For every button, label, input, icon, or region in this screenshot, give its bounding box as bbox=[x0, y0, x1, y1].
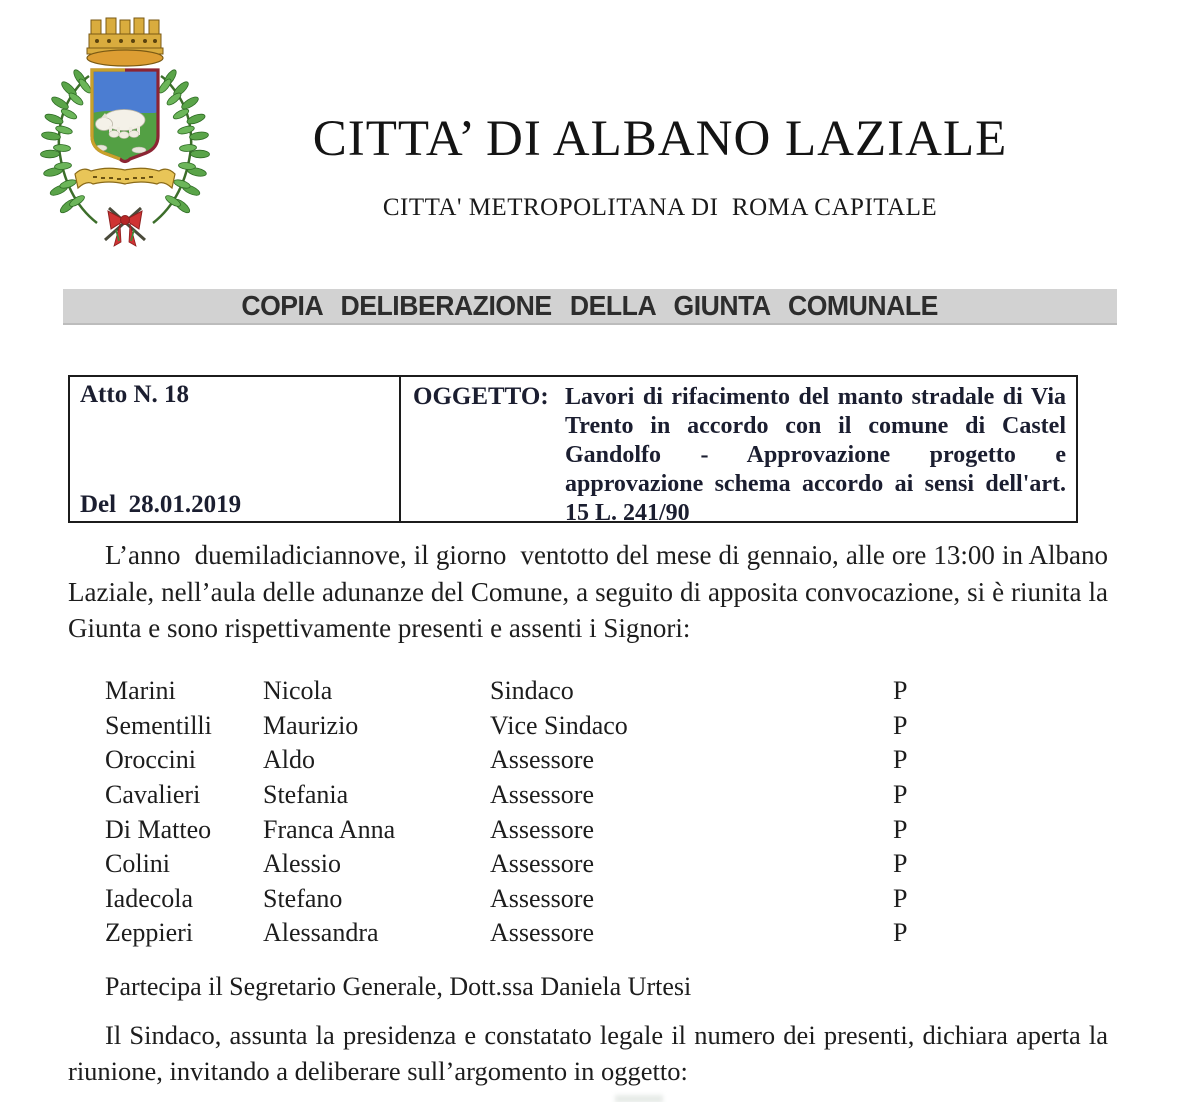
attendee-surname: Di Matteo bbox=[105, 814, 212, 844]
cutoff-text-smudge bbox=[615, 1095, 663, 1102]
table-row bbox=[105, 916, 1115, 951]
attendees-table bbox=[105, 674, 1115, 951]
attendee-firstname: Stefano bbox=[263, 883, 343, 913]
table-row bbox=[105, 743, 1115, 778]
attendee-presence: P bbox=[893, 814, 908, 844]
attendee-presence: P bbox=[893, 676, 908, 706]
attendee-role: Assessore bbox=[490, 883, 594, 913]
attendee-role: Assessore bbox=[490, 745, 594, 775]
page-subtitle: CITTA' METROPOLITANA DI ROMA CAPITALE bbox=[382, 194, 938, 221]
attendee-firstname: Aldo bbox=[263, 745, 315, 775]
header bbox=[215, 0, 1105, 260]
table-row bbox=[105, 778, 1115, 813]
attendee-surname: Iadecola bbox=[105, 883, 194, 913]
attendee-surname: Zeppieri bbox=[105, 918, 194, 948]
closing-paragraph: Il Sindaco, assunta la presidenza e constatato legale il numero dei presenti, dichiara aperta la riunione, invitando a deliberare sull’argomento in oggetto: bbox=[68, 1020, 1108, 1086]
table-row bbox=[105, 882, 1115, 917]
attendee-role: Assessore bbox=[490, 814, 594, 844]
attendee-presence: P bbox=[893, 780, 908, 810]
table-row bbox=[105, 847, 1115, 882]
attendee-role: Vice Sindaco bbox=[490, 710, 628, 740]
act-date: Del 28.01.2019 bbox=[80, 491, 242, 518]
attendee-firstname: Nicola bbox=[263, 676, 333, 706]
table-row bbox=[105, 812, 1115, 847]
attendee-presence: P bbox=[893, 918, 908, 948]
intro-paragraph: L’anno duemiladiciannove, il giorno ventotto del mese di gennaio, alle ore 13:00 in Albano Laziale, nell’aula delle adunanze del Comune, a seguito di apposita convocazione, si è riunita la Giunta e sono rispettivamente presenti e assenti i Signori: bbox=[68, 540, 1108, 643]
act-subject-cell bbox=[401, 377, 1076, 526]
city-coat-of-arms-icon bbox=[35, 8, 215, 253]
attendee-firstname: Alessio bbox=[263, 849, 341, 879]
attendee-presence: P bbox=[893, 745, 908, 775]
attendee-role: Assessore bbox=[490, 849, 594, 879]
attendee-firstname: Franca Anna bbox=[263, 814, 396, 844]
attendee-role: Assessore bbox=[490, 780, 594, 810]
attendee-presence: P bbox=[893, 849, 908, 879]
act-info-cell bbox=[70, 377, 401, 521]
subject-label: OGGETTO: bbox=[413, 383, 549, 410]
attendee-presence: P bbox=[893, 710, 908, 740]
act-number: Atto N. 18 bbox=[80, 381, 190, 408]
attendee-role: Assessore bbox=[490, 918, 594, 948]
table-row bbox=[105, 709, 1115, 744]
attendee-presence: P bbox=[893, 883, 908, 913]
copy-banner bbox=[63, 289, 1117, 325]
act-table bbox=[68, 375, 1078, 526]
attendee-role: Sindaco bbox=[490, 676, 574, 706]
attendee-surname: Oroccini bbox=[105, 745, 196, 775]
attendee-firstname: Alessandra bbox=[263, 918, 379, 948]
secretary-line: Partecipa il Segretario Generale, Dott.ssa Daniela Urtesi bbox=[105, 972, 692, 1001]
attendee-surname: Sementilli bbox=[105, 710, 212, 740]
table-row bbox=[105, 674, 1115, 709]
attendee-surname: Colini bbox=[105, 849, 171, 879]
attendee-firstname: Maurizio bbox=[263, 710, 359, 740]
page-title: CITTA’ DI ALBANO LAZIALE bbox=[312, 111, 1008, 167]
copy-banner-label: COPIA DELIBERAZIONE DELLA GIUNTA COMUNALE bbox=[241, 290, 939, 321]
attendee-firstname: Stefania bbox=[263, 780, 349, 810]
subject-text: Lavori di rifacimento del manto stradale di Via Trento in accordo con il comune di Castel Gandolfo - Approvazione progetto e approvazione schema accordo ai sensi dell'art. 15 L. 241/90 bbox=[565, 384, 1066, 526]
attendee-surname: Marini bbox=[105, 676, 176, 706]
attendee-surname: Cavalieri bbox=[105, 780, 201, 810]
